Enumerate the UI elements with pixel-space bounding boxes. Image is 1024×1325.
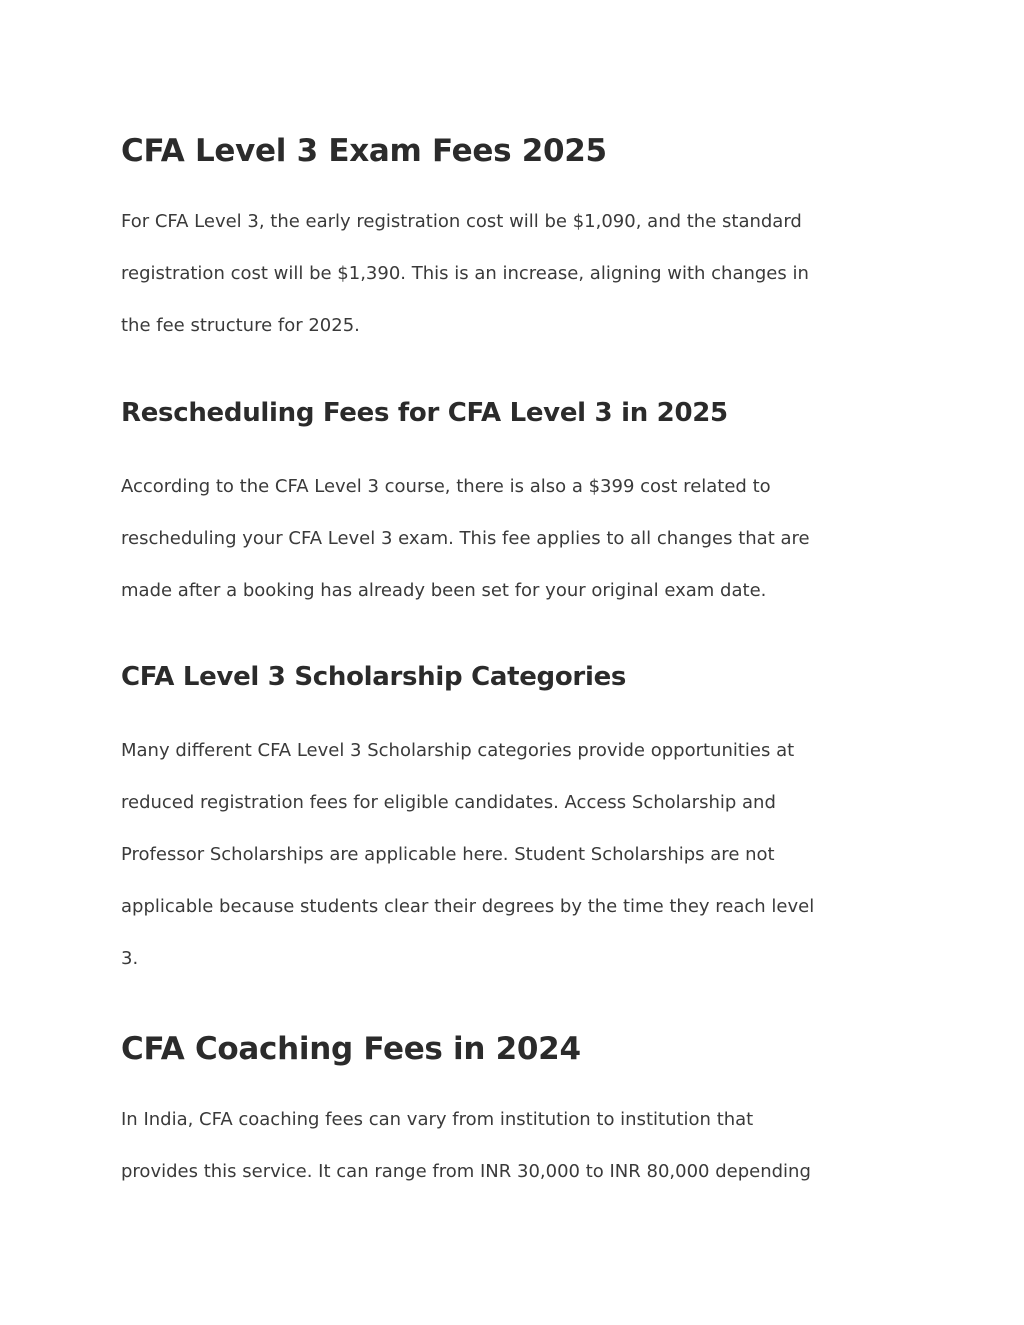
- paragraph-line: For CFA Level 3, the early registration cost will be $1,090, and the standard: [121, 211, 802, 232]
- heading-exam-fees: CFA Level 3 Exam Fees 2025: [121, 133, 607, 169]
- paragraph-line: applicable because students clear their degrees by the time they reach level: [121, 896, 815, 917]
- paragraph-coaching-fees: [121, 1110, 891, 1214]
- paragraph-exam-fees: [121, 212, 891, 368]
- paragraph-line: Professor Scholarships are applicable here. Student Scholarships are not: [121, 844, 775, 865]
- heading-coaching-fees: CFA Coaching Fees in 2024: [121, 1031, 581, 1067]
- heading-scholarship-categories: CFA Level 3 Scholarship Categories: [121, 662, 627, 692]
- paragraph-line: rescheduling your CFA Level 3 exam. This fee applies to all changes that are: [121, 528, 810, 549]
- paragraph-line: made after a booking has already been set for your original exam date.: [121, 580, 767, 601]
- paragraph-line: the fee structure for 2025.: [121, 315, 360, 336]
- paragraph-line: reduced registration fees for eligible candidates. Access Scholarship and: [121, 792, 776, 813]
- paragraph-rescheduling-fees: [121, 477, 891, 633]
- paragraph-line: In India, CFA coaching fees can vary from institution to institution that: [121, 1109, 754, 1130]
- paragraph-line: 3.: [121, 948, 139, 969]
- paragraph-scholarship-categories: [121, 741, 891, 1001]
- heading-rescheduling-fees: Rescheduling Fees for CFA Level 3 in 2025: [121, 398, 728, 428]
- paragraph-line: Many different CFA Level 3 Scholarship categories provide opportunities at: [121, 740, 795, 761]
- paragraph-line: provides this service. It can range from INR 30,000 to INR 80,000 depending: [121, 1161, 811, 1182]
- paragraph-line: According to the CFA Level 3 course, there is also a $399 cost related to: [121, 476, 771, 497]
- paragraph-line: registration cost will be $1,390. This is an increase, aligning with changes in: [121, 263, 809, 284]
